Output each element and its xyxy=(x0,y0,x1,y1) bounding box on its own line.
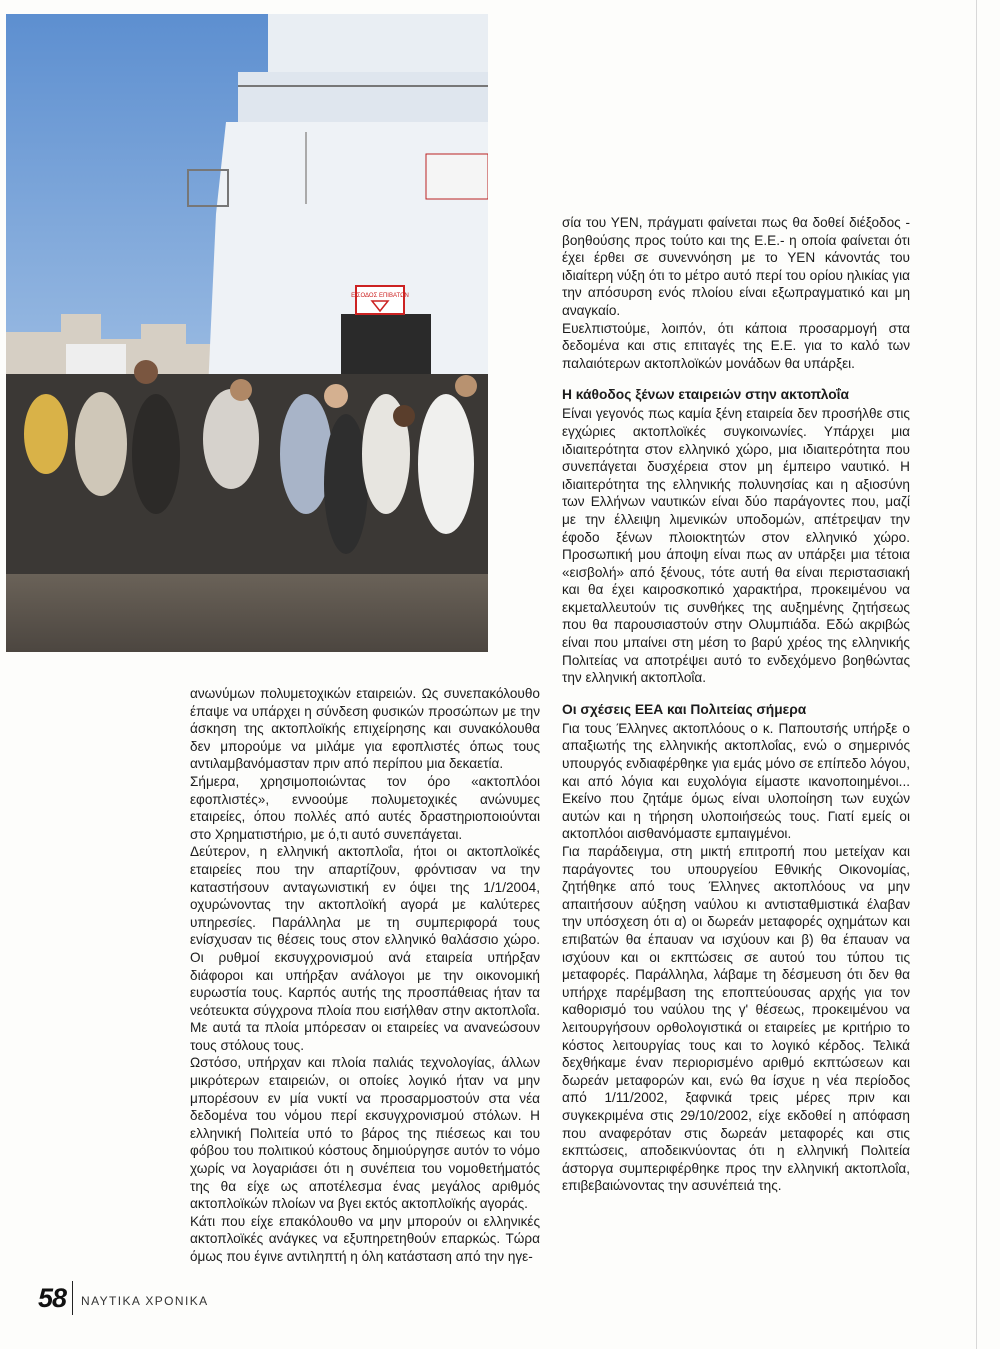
page-number: 58 xyxy=(38,1282,67,1313)
crowd xyxy=(6,360,488,652)
paragraph: σία του ΥΕΝ, πράγματι φαίνεται πως θα δοθεί διέξοδος - βοηθούσης προς τούτο και της Ε.Ε.- η οποία φαίνεται ότι έχει έρθει σε συνεννόηση με το ΥΕΝ κάνοντάς του ιδιαίτερη νύξη ότι το μέτρο αυτό περί του ορίου ηλικίας για την απόσυρση ενός πλοίου είναι εξωπραγματικό και μη αναγκαίο. xyxy=(562,215,910,318)
harbor-photo xyxy=(6,14,488,652)
page-footer xyxy=(38,1278,209,1318)
paragraph: Για τους Έλληνες ακτοπλόους ο κ. Παπουτσής υπήρξε ο απαξιωτής της ελληνικής ακτοπλοΐας, ενώ ο σημερινός υπουργός ενδιαφέρθηκε για εμάς μόνο σε επίπεδο λόγου, και από λόγια και ευχολόγια είμαστε ικανοποιημένοι... Εκείνο που ζητάμε όμως είναι υλοποίηση των ευχών αυτών και η τήρηση υλοποιήσεώς τους. Γιατί εμείς οι ακτοπλόοι αισθανόμαστε εμπαιγμένοι. xyxy=(562,720,910,842)
paragraph: Για παράδειγμα, στη μικτή επιτροπή που μετείχαν και παράγοντες του υπουργείου Εθνικής Οικονομίας, ζητήθηκε από τους Έλληνες ακτοπλόους να μην απαιτήσουν αύξηση ναύλου κι αντισταθμιστικά έλαβαν την υπόσχεση ότι α) οι δωρεάν μεταφορές οχημάτων και επιβατών θα έπαυαν να ισχύουν και β) θα έπαυαν να ισχύουν και οι εκπτώσεις σε αυτού του τύπου τις μεταφορές. Παράλληλα, λάβαμε τη δέσμευση ότι δεν θα υπήρχε παρέμβαση της εποπτεύουσας αρχής για τον καθορισμό του ναύλου της γ' θέσεως, προκειμένου να λειτουργήσουν ορθολογιστικά οι εταιρείες με κριτήριο το κόστος λειτουργίας τους και το λογικό κέρδος. Τελικά δεχθήκαμε έναν περιορισμένο αριθμό εκπτώσεων και δωρεάν μεταφορών και, ενώ θα ίσχυε η νέα περίοδος από 1/11/2002, ξαφνικά τρεις μέρες πριν και συγκεκριμένα στις 29/10/2002, είχε εκδοθεί η απόφαση που αναφερόταν στις δωρεάν μεταφορές και στις εκπτώσεις, αποδεικνύοντας ότι η ελληνική Πολιτεία άστοργα συμπεριφέρθηκε προς την ελληνική ακτοπλοΐα, επιβεβαιώνοντας την ασυνέπειά της. xyxy=(562,844,910,1194)
paragraph: Κάτι που είχε επακόλουθο να μην μπορούν οι ελληνικές ακτοπλοϊκές ανάγκες να εξυπηρετηθούν επαρκώς. Τώρα όμως που έγινε αντιληπτή η όλη κατάσταση από την ηγε- xyxy=(190,1213,540,1264)
article-column-left xyxy=(190,685,540,1266)
magazine-title: ΝΑΥΤΙΚΑ ΧΡΟΝΙΚΑ xyxy=(81,1294,209,1308)
entrance-sign-text: ΕΙΣΟΔΟΣ ΕΠΙΒΑΤΩΝ xyxy=(351,293,409,299)
paragraph: Είναι γεγονός πως καμία ξένη εταιρεία δεν προσήλθε στις εγχώριες ακτοπλοϊκές συγκοινωνίες. Υπάρχει μια ιδιαιτερότητα στον ελληνικό χώρο, μια ιδιαιτερότητα που συνεπάγεται δυσχέρεια στον μη έμπειρο ναυτικό. Η ιδιαιτερότητα της ελληνικής πολυνησίας και η αξιοσύνη των Ελλήνων ναυτικών είναι δύο παράγοντες που, μαζί με την έλλειψη λιμενικών υποδομών, απέτρεψαν την έφοδο ξένων πλοιοκτητών στον ελληνικό χώρο. Προσωπική μου άποψη είναι πως αν υπάρξει μια τέτοια «εισβολή» από ξένους, τότε αυτή θα είναι περιστασιακή και θα έχει καιροσκοπικό χαρακτήρα, προκειμένου να εκμεταλλευτούν τις συνθήκες της αυξημένης ζητήσεως που θα παρουσιαστούν στην Ολυμπιάδα. Εδώ ακριβώς είναι που μπαίνει στη μέση το βαρύ χρέος της ελληνικής Πολιτείας να αποτρέψει αυτό το ενδεχόμενο βοηθώντας την ελληνική ακτοπλοΐα. xyxy=(562,406,910,686)
distant-ship xyxy=(66,344,126,374)
article-column-right xyxy=(562,214,910,1195)
paragraph: Ωστόσο, υπήρχαν και πλοία παλιάς τεχνολογίας, άλλων μικρότερων εταιρειών, οι οποίες λογικό ήταν να μην μπορέσουν εν μία νυκτί να προσαρμοστούν στα νέα δεδομένα του νόμου περί εκσυγχρονισμού στόλων. Η ελληνική Πολιτεία υπό το βάρος της πιέσεως και του φόβου του πολιτικού κόστους δημιούργησε αυτόν το νόμο χωρίς να λογαριάσει ότι η συνέπεια του νομοθετήματός της θα είχε ως αποτέλεσμα ένας μεγάλος αριθμός ακτοπλοϊκών πλοίων να βγει εκτός ακτοπλοϊκής αγοράς. xyxy=(190,1055,540,1212)
ferry-boarding-scene xyxy=(6,14,488,652)
page-edge xyxy=(976,0,977,1349)
paragraph: Ευελπιστούμε, λοιπόν, ότι κάποια προσαρμογή στα δεδομένα και στις επιταγές της Ε.Ε. για το καλό των παλαιότερων ακτοπλοϊκών μονάδων θα υπάρξει. xyxy=(562,320,910,371)
section-heading: Οι σχέσεις ΕΕΑ και Πολιτείας σήμερα xyxy=(562,701,807,717)
paragraph: ανωνύμων πολυμετοχικών εταιρειών. Ως συνεπακόλουθο έπαψε να υπάρχει η σύνδεση φυσικών προσώπων με την άσκηση της ακτοπλοϊκής επιχείρησης και συνακόλουθα δεν μπορούμε να μιλάμε για εφοπλιστές όπως τους αντιλαμβανόμασταν πριν από περίπου μια δεκαετία. xyxy=(190,686,540,772)
footer-divider xyxy=(72,1281,73,1315)
section-heading: Η κάθοδος ξένων εταιρειών στην ακτοπλοΐα xyxy=(562,387,849,403)
paragraph: Σήμερα, χρησιμοποιώντας τον όρο «ακτοπλόοι εφοπλιστές», εννοούμε πολυμετοχικές ανώνυμες εταιρείες, όπου πολλές από αυτές δραστηριοποιούνται στο Χρηματιστήριο, με ό,τι αυτό συνεπάγεται. xyxy=(190,773,540,842)
paragraph: Δεύτερον, η ελληνική ακτοπλοΐα, ήτοι οι ακτοπλοϊκές εταιρείες που την απαρτίζουν, φρόντισαν να την καταστήσουν ανταγωνιστική εν όψει της 1/1/2004, οχυρώνοντας την ακτοπλοϊκή αγορά με καλύτερες υπηρεσίες. Παράλληλα με τη συμπεριφορά τους ενίσχυσαν τις θέσεις τους στον ελληνικό θαλάσσιο χώρο. Οι ρυθμοί εκσυγχρονισμού ανά εταιρεία υπήρξαν διάφοροι και υπήρξαν ανάλογοι με την οικονομική ευρωστία τους. Καρπός αυτής της προσπάθειας ήταν τα νεότευκτα σύγχρονα πλοία που εισήλθαν στην ακτοπλοΐα. Με αυτά τα πλοία μπόρεσαν οι εταιρείες να ανανεώσουν τους στόλους τους. xyxy=(190,844,540,1053)
